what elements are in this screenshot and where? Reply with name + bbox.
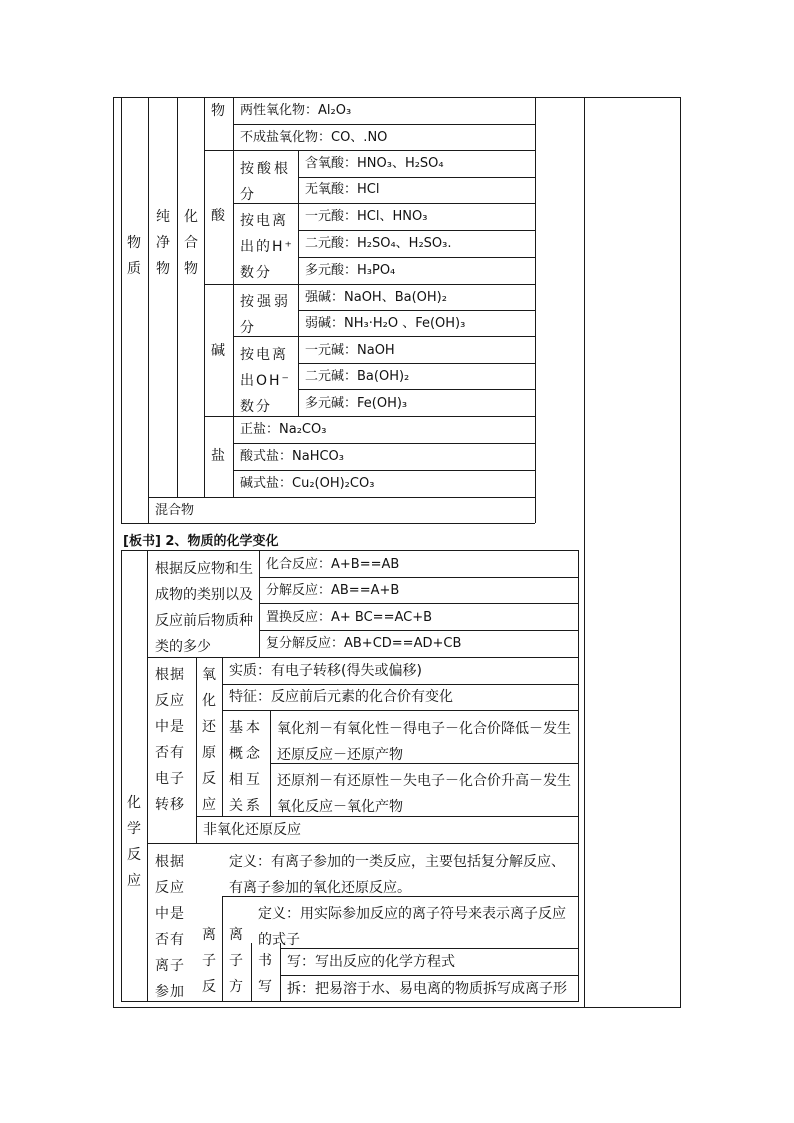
- mixture-label: 混合物: [155, 503, 195, 518]
- decomposition-reaction: 分解反应：AB==A+B: [266, 583, 400, 598]
- oxidant-chain: 氧化剂－有氧化性－得电子－化合价降低－发生还原反应－还原产物: [277, 721, 571, 763]
- classify-by-type: 根据反应物和生成物的类别以及反应前后物质种类的多少: [155, 561, 253, 655]
- redox-essence: 实质：有电子转移(得失或偏移): [229, 663, 422, 679]
- oxide-label-tail: 物: [211, 103, 225, 119]
- base-by-hydroxide: 按电离出OH⁻数分: [240, 347, 291, 415]
- frame-left-border: [113, 97, 114, 1008]
- section-heading: [板书] 2、物质的化学变化: [123, 534, 279, 549]
- redox-feature: 特征：反应前后元素的化合价有变化: [229, 689, 453, 705]
- salt-label: 盐: [211, 448, 225, 464]
- acid-by-hydrogen: 按电离出的H⁺数分: [240, 213, 294, 281]
- classify-by-electron: 根据反应中是否有电子转移: [155, 667, 185, 813]
- split-step: 拆：把易溶于水、易电离的物质拆写成离子形: [287, 981, 567, 997]
- redox-label: 氧化还原反应: [202, 667, 216, 813]
- diprotic-acid: 二元酸：H₂SO₄、H₂SO₃.: [305, 236, 452, 251]
- write-step: 写：写出反应的化学方程式: [287, 954, 455, 970]
- combination-reaction: 化合反应：A+B==AB: [266, 557, 400, 572]
- acid-label: 酸: [211, 208, 225, 224]
- chemical-change-label: 化学反应: [127, 795, 141, 889]
- ionic-equation-label: 离子方: [229, 927, 243, 995]
- reductant-chain: 还原剂－有还原性－失电子－化合价升高－发生氧化反应－氧化产物: [277, 773, 571, 815]
- dibasic: 二元碱：Ba(OH)₂: [305, 369, 410, 384]
- strong-base: 强碱：NaOH、Ba(OH)₂: [305, 290, 447, 305]
- monoprotic-acid: 一元酸：HCl、HNO₃: [305, 209, 428, 224]
- non-redox-reaction: 非氧化还原反应: [203, 822, 301, 838]
- classify-by-ion: 根据反应中是否有离子参加: [155, 854, 185, 1000]
- non-salt-oxide: 不成盐氧化物：CO、.NO: [240, 130, 388, 145]
- displacement-reaction: 置换反应：A+ BC==AC+B: [266, 610, 433, 625]
- ionic-equation-definition: 定义：用实际参加反应的离子符号来表示离子反应的式子: [258, 906, 566, 948]
- frame-right-border: [680, 97, 681, 1008]
- anoxy-acid: 无氧酸：HCl: [305, 182, 380, 197]
- weak-base: 弱碱：NH₃·H₂O 、Fe(OH)₃: [305, 316, 466, 331]
- acid-salt: 酸式盐：NaHCO₃: [240, 449, 344, 464]
- ionic-reaction-definition: 定义：有离子参加的一类反应，主要包括复分解反应、有离子参加的氧化还原反应。: [229, 854, 565, 896]
- compound-label: 化合物: [184, 209, 198, 277]
- matter-label: 物质: [127, 235, 141, 277]
- normal-salt: 正盐：Na₂CO₃: [240, 422, 327, 437]
- pure-substance-label: 纯净物: [156, 209, 170, 277]
- frame-bottom-border: [113, 1007, 681, 1008]
- oxy-acid: 含氧酸：HNO₃、H₂SO₄: [305, 156, 444, 171]
- ionic-reaction-label: 离子反: [202, 927, 216, 995]
- writing-steps-label: 书写: [258, 953, 272, 995]
- basic-salt: 碱式盐：Cu₂(OH)₂CO₃: [240, 476, 375, 491]
- double-decomposition-reaction: 复分解反应：AB+CD==AD+CB: [266, 636, 462, 651]
- base-label: 碱: [211, 343, 225, 359]
- polybasic: 多元碱：Fe(OH)₃: [305, 396, 408, 411]
- basic-concepts: 基本概念相互关系: [229, 720, 263, 814]
- base-by-strength: 按强弱分: [240, 294, 291, 336]
- frame-top-border: [113, 97, 681, 98]
- frame-divider: [584, 97, 585, 1008]
- monobasic: 一元碱：NaOH: [305, 343, 395, 358]
- amphoteric-oxide: 两性氧化物：Al₂O₃: [240, 103, 352, 118]
- polyprotic-acid: 多元酸：H₃PO₄: [305, 263, 396, 278]
- acid-by-radical: 按酸根分: [240, 161, 291, 203]
